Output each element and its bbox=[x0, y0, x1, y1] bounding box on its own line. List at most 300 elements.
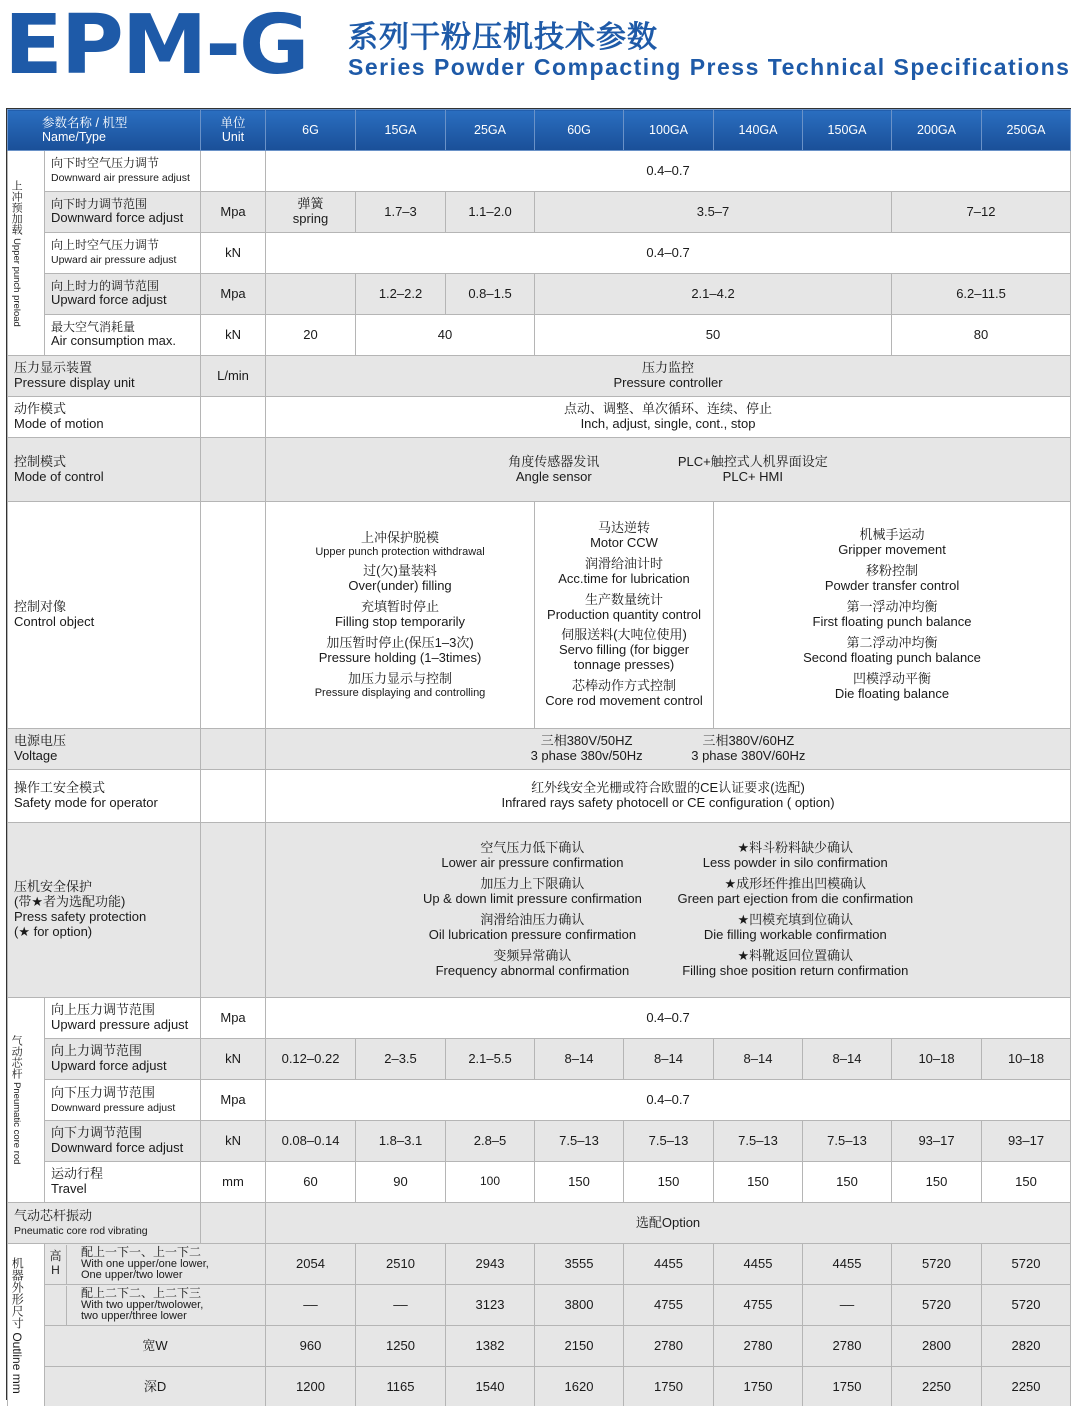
table-row bbox=[8, 1203, 1071, 1244]
list-item bbox=[716, 528, 1068, 558]
value-cell: 5720 bbox=[892, 1244, 982, 1285]
value-cell: 1.7–3 bbox=[356, 192, 446, 233]
item-en: Die filling workable confirmation bbox=[703, 926, 887, 942]
value-cell: 2.1–5.5 bbox=[446, 1039, 535, 1080]
item-cn: 移粉控制 bbox=[866, 563, 919, 579]
header-name-type bbox=[8, 110, 201, 151]
value-cell: 7.5–13 bbox=[714, 1121, 803, 1162]
value-cn: 点动、调整、单次循环、连续、停止 bbox=[564, 401, 773, 417]
label-cn: 控制对像 bbox=[14, 599, 67, 615]
header-unit-cn: 单位 bbox=[220, 115, 246, 130]
label-en: Pneumatic core rod vibrating bbox=[14, 1224, 148, 1237]
value-cell: 8–14 bbox=[714, 1039, 803, 1080]
label-en: Press safety protection bbox=[14, 909, 147, 924]
label-cn: 控制模式 bbox=[14, 453, 67, 469]
list-item bbox=[716, 636, 1068, 666]
value-cell: 100 bbox=[446, 1162, 535, 1203]
value-cell: 2510 bbox=[356, 1244, 446, 1285]
value-cell bbox=[266, 356, 1071, 397]
group-core-rod bbox=[8, 998, 45, 1203]
label-cn: 向下时力调节范围 bbox=[51, 196, 148, 211]
press-safety-left bbox=[423, 835, 642, 985]
label-en: Mode of motion bbox=[14, 416, 104, 431]
value-cell: 1.1–2.0 bbox=[446, 192, 535, 233]
height-config-1 bbox=[67, 1246, 209, 1282]
list-item bbox=[423, 841, 642, 871]
param-label bbox=[45, 233, 201, 274]
item-en: Filling shoe position return confirmation bbox=[682, 962, 909, 978]
param-label bbox=[8, 438, 201, 502]
unit-cell-empty bbox=[201, 729, 266, 770]
unit-cell: kN bbox=[201, 1039, 266, 1080]
item-en: Core rod movement control bbox=[545, 693, 703, 709]
table-row bbox=[8, 1326, 1071, 1367]
item-cn: 伺服送料(大吨位使用) bbox=[561, 627, 687, 643]
item-cn: ★凹模充填到位确认 bbox=[737, 912, 854, 927]
value-cell: 0.08–0.14 bbox=[266, 1121, 356, 1162]
value-cell: 3555 bbox=[535, 1244, 624, 1285]
param-label bbox=[8, 397, 201, 438]
item-cn: 润滑给油计时 bbox=[585, 555, 664, 571]
value-cell: –– bbox=[803, 1285, 892, 1326]
voltage-a bbox=[531, 734, 643, 764]
spec-table-container bbox=[6, 108, 1071, 1400]
item-cn: 加压力显示与控制 bbox=[348, 670, 453, 686]
value-en: 3 phase 380v/50Hz bbox=[530, 748, 643, 763]
value-cell: 2150 bbox=[535, 1326, 624, 1367]
value-cn: 三相380V/60HZ bbox=[702, 733, 795, 749]
table-row bbox=[8, 1162, 1071, 1203]
table-row bbox=[8, 438, 1071, 502]
value-cell: 150 bbox=[714, 1162, 803, 1203]
config-en: two upper/three lower bbox=[81, 1310, 187, 1323]
table-row bbox=[8, 1039, 1071, 1080]
list-item bbox=[678, 949, 914, 979]
param-label bbox=[8, 502, 201, 729]
value-cell: 1250 bbox=[356, 1326, 446, 1367]
list-item bbox=[423, 913, 642, 943]
value-cell: 7.5–13 bbox=[624, 1121, 714, 1162]
param-label bbox=[45, 315, 201, 356]
value-cell: 4455 bbox=[714, 1244, 803, 1285]
table-row bbox=[8, 1285, 1071, 1326]
label-cn: 向下时空气压力调节 bbox=[51, 156, 160, 171]
header-unit bbox=[201, 110, 266, 151]
depth-label: 深D bbox=[45, 1367, 266, 1406]
param-label bbox=[8, 356, 201, 397]
group-core-rod-en: Pneumatic core rod bbox=[11, 1082, 23, 1165]
value-cell: 60 bbox=[266, 1162, 356, 1203]
height-label-2-inner bbox=[45, 1286, 265, 1325]
list-item bbox=[716, 564, 1068, 594]
param-label bbox=[8, 823, 201, 998]
label-en: Air consumption max. bbox=[51, 333, 176, 349]
table-row bbox=[8, 315, 1071, 356]
list-item bbox=[678, 877, 914, 907]
label-cn: 最大空气消耗量 bbox=[51, 319, 136, 334]
height-label-1-inner bbox=[45, 1245, 265, 1284]
label-cn: 电源电压 bbox=[14, 733, 67, 749]
table-row bbox=[8, 729, 1071, 770]
list-item bbox=[423, 877, 642, 907]
value-cell: 2250 bbox=[982, 1367, 1071, 1406]
table-row bbox=[8, 1080, 1071, 1121]
value-cell: 0.12–0.22 bbox=[266, 1039, 356, 1080]
list-item bbox=[716, 672, 1068, 702]
group-upper-punch-cn: 上冲预加载 bbox=[10, 179, 23, 235]
height-cn: 高 bbox=[49, 1249, 62, 1264]
table-row bbox=[8, 770, 1071, 823]
value-cn: PLC+触控式人机界面设定 bbox=[677, 453, 828, 469]
item-cn: 过(欠)量装料 bbox=[363, 563, 437, 579]
label-en: Upward pressure adjust bbox=[51, 1017, 189, 1032]
item-cn: ★成形坯件推出凹模确认 bbox=[724, 876, 867, 892]
value-cell: 2054 bbox=[266, 1244, 356, 1285]
unit-cell-empty bbox=[201, 397, 266, 438]
param-label bbox=[8, 1203, 201, 1244]
header-model: 140GA bbox=[714, 110, 803, 151]
unit-cell: Mpa bbox=[201, 998, 266, 1039]
item-en: Upper punch protection withdrawal bbox=[315, 545, 485, 558]
group-outline-cn: 机器外形尺寸 bbox=[10, 1257, 25, 1330]
control-object-col3 bbox=[714, 502, 1071, 729]
value-cell: 3.5–7 bbox=[535, 192, 892, 233]
control-object-col1 bbox=[266, 502, 535, 729]
header-model: 25GA bbox=[446, 110, 535, 151]
param-label bbox=[45, 998, 201, 1039]
value-en: Infrared rays safety photocell or CE configuration ( option) bbox=[501, 795, 835, 810]
group-upper-punch-en: Upper punch preload bbox=[11, 237, 23, 327]
label-en: Downward force adjust bbox=[51, 1140, 184, 1155]
group-outline bbox=[8, 1244, 45, 1406]
value-cell: 40 bbox=[356, 315, 535, 356]
header-model: 15GA bbox=[356, 110, 446, 151]
value-cell: 3123 bbox=[446, 1285, 535, 1326]
table-header-row bbox=[8, 110, 1071, 151]
unit-cell-empty bbox=[201, 502, 266, 729]
param-label bbox=[45, 1080, 201, 1121]
label-cn: 向下压力调节范围 bbox=[51, 1084, 156, 1100]
value-cell: 2800 bbox=[892, 1326, 982, 1367]
table-row bbox=[8, 192, 1071, 233]
value-cell: 7–12 bbox=[892, 192, 1071, 233]
label-en: Safety mode for operator bbox=[14, 795, 158, 810]
label-en: Downward air pressure adjust bbox=[51, 172, 190, 184]
value-cell: 93–17 bbox=[982, 1121, 1071, 1162]
value-cell: 50 bbox=[535, 315, 892, 356]
item-en: Second floating punch balance bbox=[803, 649, 981, 665]
label-en: Downward force adjust bbox=[51, 210, 184, 226]
item-cn: ★料靴返回位置确认 bbox=[737, 947, 854, 963]
item-en: Gripper movement bbox=[838, 542, 946, 558]
value-cell: 8–14 bbox=[624, 1039, 714, 1080]
label-cn: 向上时空气压力调节 bbox=[51, 238, 160, 253]
value-cell: 0.8–1.5 bbox=[446, 274, 535, 315]
label-en: Upward force adjust bbox=[51, 1058, 167, 1073]
value-cell: 93–17 bbox=[892, 1121, 982, 1162]
value-cell bbox=[266, 770, 1071, 823]
value-cell: 选配Option bbox=[266, 1203, 1071, 1244]
item-cn: 变频异常确认 bbox=[493, 947, 572, 963]
value-cell: 2820 bbox=[982, 1326, 1071, 1367]
height-h-label bbox=[45, 1245, 67, 1284]
spec-table bbox=[7, 109, 1071, 1406]
label-en: Downward pressure adjust bbox=[51, 1101, 176, 1114]
header-model: 60G bbox=[535, 110, 624, 151]
label-cn: 气动芯杆振动 bbox=[14, 1207, 93, 1223]
item-cn: 充填暂时停止 bbox=[361, 599, 440, 615]
item-en: Motor CCW bbox=[590, 534, 658, 550]
group-upper-punch-label bbox=[10, 176, 22, 331]
group-upper-punch bbox=[8, 151, 45, 356]
height-label-2 bbox=[45, 1285, 266, 1326]
value-cell: 0.4–0.7 bbox=[266, 233, 1071, 274]
item-en: Acc.time for lubrication bbox=[558, 570, 690, 586]
item-cn: ★料斗粉料缺少确认 bbox=[737, 840, 854, 856]
value-cell: 1.2–2.2 bbox=[356, 274, 446, 315]
item-en: Oil lubrication pressure confirmation bbox=[428, 926, 637, 942]
value-cell: 1.8–3.1 bbox=[356, 1121, 446, 1162]
value-cell: 2780 bbox=[714, 1326, 803, 1367]
item-cn: 马达逆转 bbox=[598, 519, 651, 535]
config-cn: 配上一下一、上一下二 bbox=[81, 1245, 202, 1260]
unit-cell-empty bbox=[201, 823, 266, 998]
item-en: Filling stop temporarily bbox=[334, 614, 466, 629]
unit-cell: kN bbox=[201, 315, 266, 356]
height-label-1 bbox=[45, 1244, 266, 1285]
param-label bbox=[45, 1039, 201, 1080]
item-en: Pressure displaying and controlling bbox=[314, 686, 486, 699]
unit-cell: Mpa bbox=[201, 192, 266, 233]
table-row bbox=[8, 151, 1071, 192]
table-row bbox=[8, 1367, 1071, 1406]
value-cell: 1620 bbox=[535, 1367, 624, 1406]
value-cell: 4755 bbox=[624, 1285, 714, 1326]
value-cn: 三相380V/50HZ bbox=[540, 733, 633, 749]
value-cell: 2943 bbox=[446, 1244, 535, 1285]
table-row bbox=[8, 397, 1071, 438]
control-mode-b bbox=[678, 455, 828, 485]
value-cell: 1540 bbox=[446, 1367, 535, 1406]
page-header bbox=[0, 0, 1076, 100]
value-cell bbox=[266, 823, 1071, 998]
param-label bbox=[8, 729, 201, 770]
header-model: 100GA bbox=[624, 110, 714, 151]
title-chinese: 系列干粉压机技术参数 bbox=[348, 21, 658, 54]
item-en: Green part ejection from die confirmation bbox=[677, 891, 914, 907]
unit-cell: mm bbox=[201, 1162, 266, 1203]
value-cell: 5720 bbox=[982, 1285, 1071, 1326]
value-cell: 2780 bbox=[624, 1326, 714, 1367]
param-label bbox=[45, 151, 201, 192]
list-item bbox=[537, 557, 711, 587]
value-cell: 150 bbox=[803, 1162, 892, 1203]
list-item bbox=[268, 636, 532, 666]
value-cell: 1200 bbox=[266, 1367, 356, 1406]
model-logo: EPM-G bbox=[4, 0, 308, 93]
list-item bbox=[268, 600, 532, 630]
list-item bbox=[268, 564, 532, 594]
item-cn: 加压暂时停止(保压1–3次) bbox=[326, 634, 474, 650]
list-item bbox=[678, 841, 914, 871]
list-item bbox=[537, 521, 711, 551]
label-en-note: (★ for option) bbox=[14, 923, 93, 939]
label-cn: 向上力调节范围 bbox=[51, 1043, 143, 1059]
item-cn: 加压力上下限确认 bbox=[480, 876, 585, 892]
value-cn: 弹簧 bbox=[297, 196, 324, 212]
param-label bbox=[45, 192, 201, 233]
group-core-rod-label bbox=[10, 1031, 22, 1168]
unit-cell-empty bbox=[201, 1203, 266, 1244]
value-cell: 0.4–0.7 bbox=[266, 998, 1071, 1039]
header-name-cn: 参数名称 / 机型 bbox=[42, 115, 128, 130]
unit-cell-empty bbox=[201, 438, 266, 502]
label-cn: 运动行程 bbox=[51, 1166, 104, 1182]
table-row bbox=[8, 823, 1071, 998]
item-cn: 润滑给油压力确认 bbox=[480, 912, 585, 927]
list-item bbox=[268, 672, 532, 700]
value-cell: 2780 bbox=[803, 1326, 892, 1367]
header-unit-en: Unit bbox=[221, 130, 245, 144]
config-en: One upper/two lower bbox=[81, 1269, 183, 1282]
value-cell: 1382 bbox=[446, 1326, 535, 1367]
value-cell: –– bbox=[356, 1285, 446, 1326]
group-core-rod-cn: 气动芯杆 bbox=[10, 1035, 23, 1080]
unit-cell: kN bbox=[201, 233, 266, 274]
value-cell: 20 bbox=[266, 315, 356, 356]
value-cell: 7.5–13 bbox=[535, 1121, 624, 1162]
label-en: Voltage bbox=[14, 748, 58, 763]
unit-cell-empty bbox=[201, 770, 266, 823]
header-model: 6G bbox=[266, 110, 356, 151]
value-cell: 2.1–4.2 bbox=[535, 274, 892, 315]
list-item bbox=[678, 913, 914, 943]
label-cn: 向下力调节范围 bbox=[51, 1125, 143, 1141]
value-cell bbox=[266, 729, 1071, 770]
title-english: Series Powder Compacting Press Technical Specifications bbox=[348, 54, 1071, 80]
unit-cell bbox=[201, 151, 266, 192]
value-cn: 角度传感器发讯 bbox=[508, 453, 600, 469]
item-cn: 生产数量统计 bbox=[585, 591, 664, 607]
item-cn: 机械手运动 bbox=[859, 527, 925, 543]
table-row bbox=[8, 356, 1071, 397]
item-en: Die floating balance bbox=[834, 685, 950, 701]
param-label bbox=[45, 1121, 201, 1162]
value-cell: 3800 bbox=[535, 1285, 624, 1326]
unit-cell: Mpa bbox=[201, 274, 266, 315]
item-cn: 第二浮动冲均衡 bbox=[846, 634, 938, 650]
value-en: Inch, adjust, single, cont., stop bbox=[580, 416, 756, 431]
list-item bbox=[537, 679, 711, 709]
header-model: 250GA bbox=[982, 110, 1071, 151]
item-cn: 芯棒动作方式控制 bbox=[572, 678, 677, 694]
value-cell-empty bbox=[266, 274, 356, 315]
value-cell: 1165 bbox=[356, 1367, 446, 1406]
label-cn: 压机安全保护 bbox=[14, 879, 93, 895]
value-cell: 5720 bbox=[892, 1285, 982, 1326]
table-row bbox=[8, 1121, 1071, 1162]
label-cn-note: (带★者为选配功能) bbox=[14, 894, 126, 910]
config-en: With one upper/one lower, bbox=[81, 1257, 209, 1270]
height-en: H bbox=[51, 1263, 60, 1277]
label-en: Mode of control bbox=[14, 468, 104, 484]
value-cell: 150 bbox=[624, 1162, 714, 1203]
item-en: Powder transfer control bbox=[824, 578, 960, 594]
config-cn: 配上二下二、上二下三 bbox=[81, 1286, 202, 1301]
value-cell: 1750 bbox=[624, 1367, 714, 1406]
value-cell: 90 bbox=[356, 1162, 446, 1203]
value-cell: 4455 bbox=[803, 1244, 892, 1285]
list-item bbox=[423, 949, 642, 979]
item-en: Production quantity control bbox=[547, 606, 701, 622]
value-en: Pressure controller bbox=[613, 375, 723, 390]
item-cn: 凹模浮动平衡 bbox=[853, 670, 932, 686]
label-en: Control object bbox=[14, 614, 95, 629]
unit-cell: kN bbox=[201, 1121, 266, 1162]
unit-cell: Mpa bbox=[201, 1080, 266, 1121]
header-name-en: Name/Type bbox=[42, 130, 106, 144]
item-en: First floating punch balance bbox=[812, 614, 972, 629]
item-en: Lower air pressure confirmation bbox=[441, 855, 624, 871]
config-en: With two upper/twolower, bbox=[81, 1298, 204, 1311]
value-en: Angle sensor bbox=[515, 468, 592, 484]
label-cn: 向上压力调节范围 bbox=[51, 1002, 156, 1018]
value-cell: 2250 bbox=[892, 1367, 982, 1406]
value-cell: 80 bbox=[892, 315, 1071, 356]
value-en: PLC+ HMI bbox=[722, 468, 783, 484]
value-cell: 1750 bbox=[714, 1367, 803, 1406]
item-en: Less powder in silo confirmation bbox=[702, 855, 888, 871]
value-cell: 4755 bbox=[714, 1285, 803, 1326]
value-cell: 6.2–11.5 bbox=[892, 274, 1071, 315]
value-cell: 960 bbox=[266, 1326, 356, 1367]
value-cell: 8–14 bbox=[803, 1039, 892, 1080]
header-model: 200GA bbox=[892, 110, 982, 151]
value-cell: 10–18 bbox=[892, 1039, 982, 1080]
value-cell bbox=[266, 397, 1071, 438]
param-label bbox=[45, 274, 201, 315]
value-cell: 150 bbox=[535, 1162, 624, 1203]
table-row bbox=[8, 502, 1071, 729]
value-cell: 7.5–13 bbox=[803, 1121, 892, 1162]
height-h-spacer bbox=[45, 1286, 67, 1325]
group-outline-label bbox=[10, 1253, 23, 1398]
table-row bbox=[8, 1244, 1071, 1285]
value-cn: 压力监控 bbox=[642, 360, 695, 376]
height-config-2 bbox=[67, 1287, 203, 1323]
control-mode-a bbox=[508, 455, 599, 485]
item-en: Pressure holding (1–3times) bbox=[318, 649, 482, 665]
list-item bbox=[537, 593, 711, 623]
param-label bbox=[45, 1162, 201, 1203]
header-model: 150GA bbox=[803, 110, 892, 151]
item-en: Frequency abnormal confirmation bbox=[435, 962, 630, 978]
value-cell: 1750 bbox=[803, 1367, 892, 1406]
value-cell: 150 bbox=[982, 1162, 1071, 1203]
value-cell: 150 bbox=[892, 1162, 982, 1203]
value-en: spring bbox=[292, 211, 329, 226]
value-cell: –– bbox=[266, 1285, 356, 1326]
value-cell: 10–18 bbox=[982, 1039, 1071, 1080]
voltage-b bbox=[691, 734, 805, 764]
value-cell: 2.8–5 bbox=[446, 1121, 535, 1162]
label-en: Upward air pressure adjust bbox=[51, 254, 177, 266]
item-cn: 上冲保护脱模 bbox=[361, 529, 440, 545]
item-en: Over(under) filling bbox=[348, 578, 452, 594]
label-cn: 动作模式 bbox=[14, 401, 67, 417]
list-item bbox=[716, 600, 1068, 630]
value-cell bbox=[266, 438, 1071, 502]
